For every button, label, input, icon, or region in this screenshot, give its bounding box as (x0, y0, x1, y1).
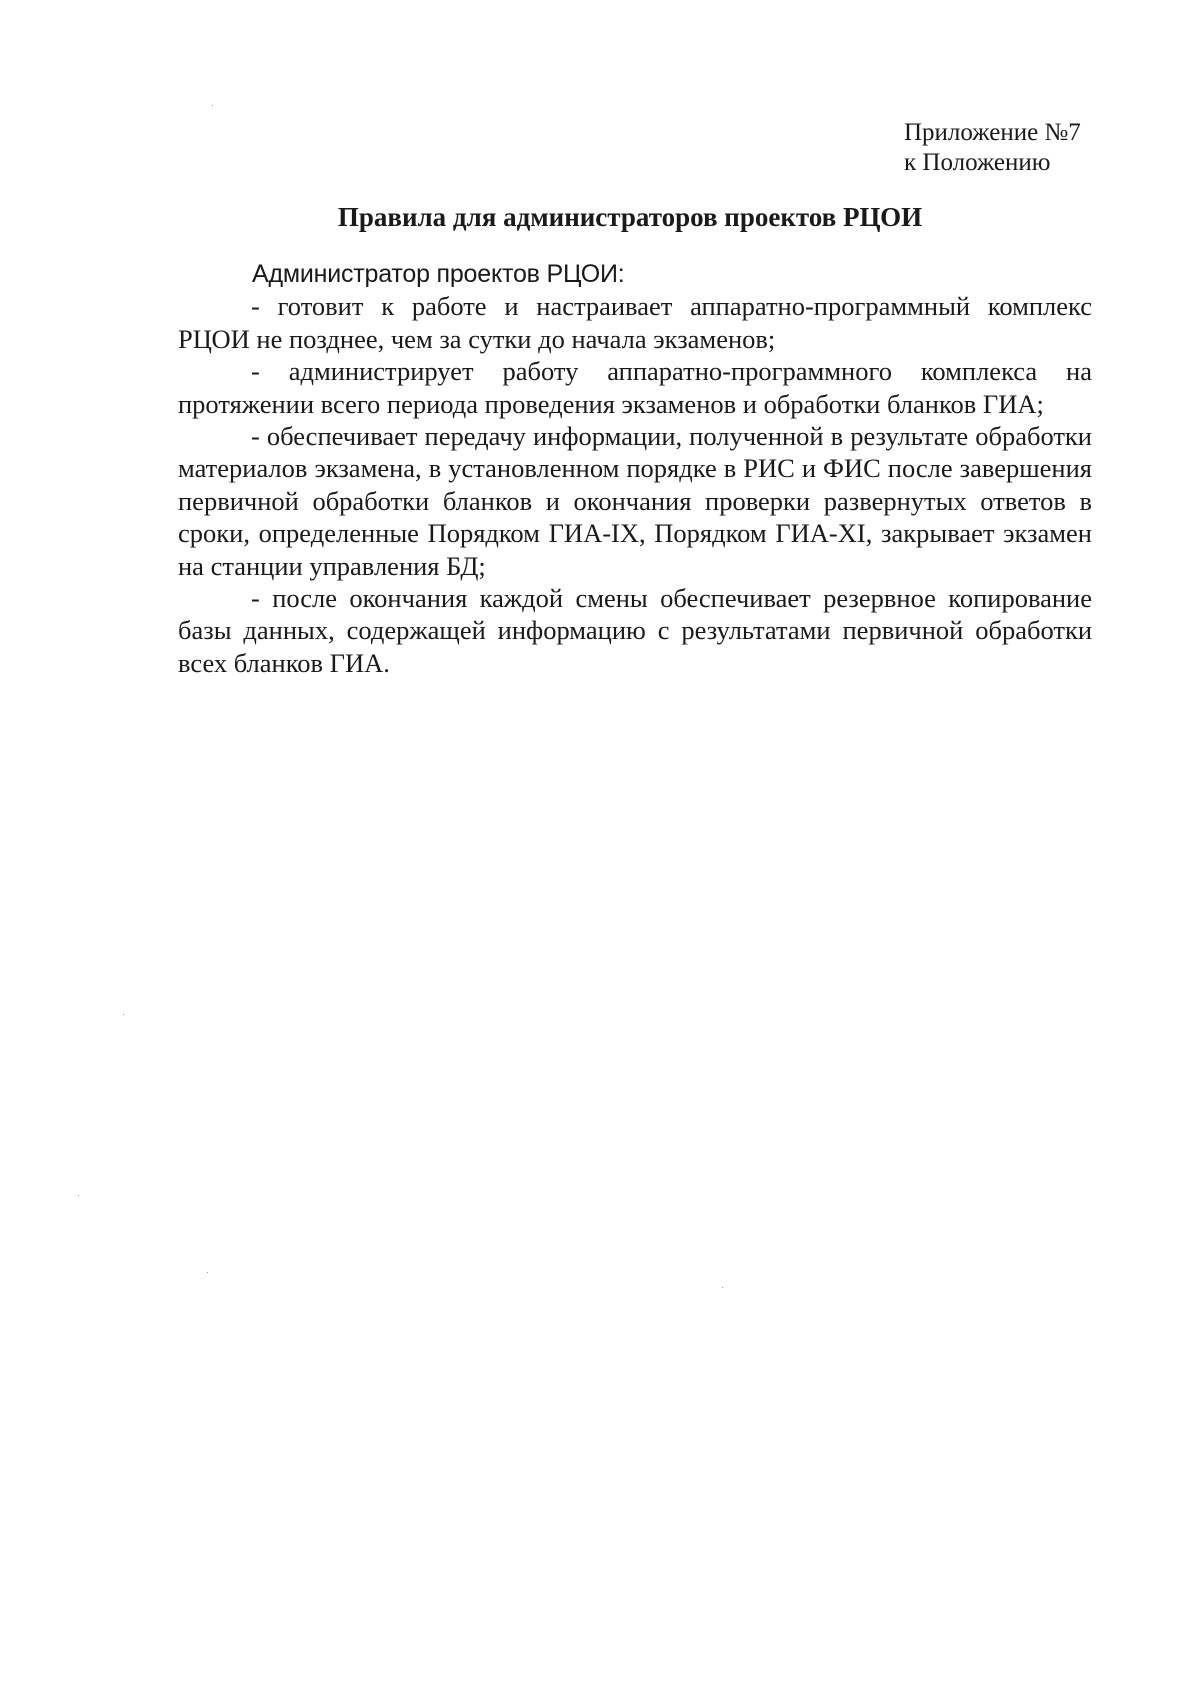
rule-item-setup: - готовит к работе и настраивает аппаратно-программный комплекс РЦОИ не позднее, чем за сутки до начала экзаменов; (178, 291, 1092, 354)
scan-speck (123, 1014, 124, 1015)
intro-line: Администратор проектов РЦОИ: (252, 260, 625, 288)
scan-speck (722, 1287, 723, 1288)
rule-item-backup: - после окончания каждой смены обеспечивает резервное копирование базы данных, содержащей информацию с результатами первичной обработки всех бланков ГИА. (178, 583, 1092, 678)
document-body (178, 258, 1092, 679)
scan-speck (78, 1195, 79, 1196)
rule-item-administration: - администрирует работу аппаратно-программного комплекса на протяжении всего периода проведения экзаменов и обработки бланков ГИА; (178, 356, 1092, 419)
rule-item-data-transfer: - обеспечивает передачу информации, полученной в результате обработки материалов экзамена, в установленном порядке в РИС и ФИС после завершения первичной обработки бланков и окончания проверки развернутых ответов в сроки, определенные Порядком ГИА-IX, Порядком ГИА-XI, закрывает экзамен на станции управления БД; (178, 421, 1092, 581)
appendix-regulation: к Положению (904, 149, 1051, 176)
scan-speck (207, 1272, 208, 1273)
appendix-reference (904, 118, 1081, 178)
scan-speck (212, 105, 213, 106)
document-title: Правила для администраторов проектов РЦОИ (337, 202, 923, 232)
appendix-number: Приложение №7 (904, 119, 1081, 146)
